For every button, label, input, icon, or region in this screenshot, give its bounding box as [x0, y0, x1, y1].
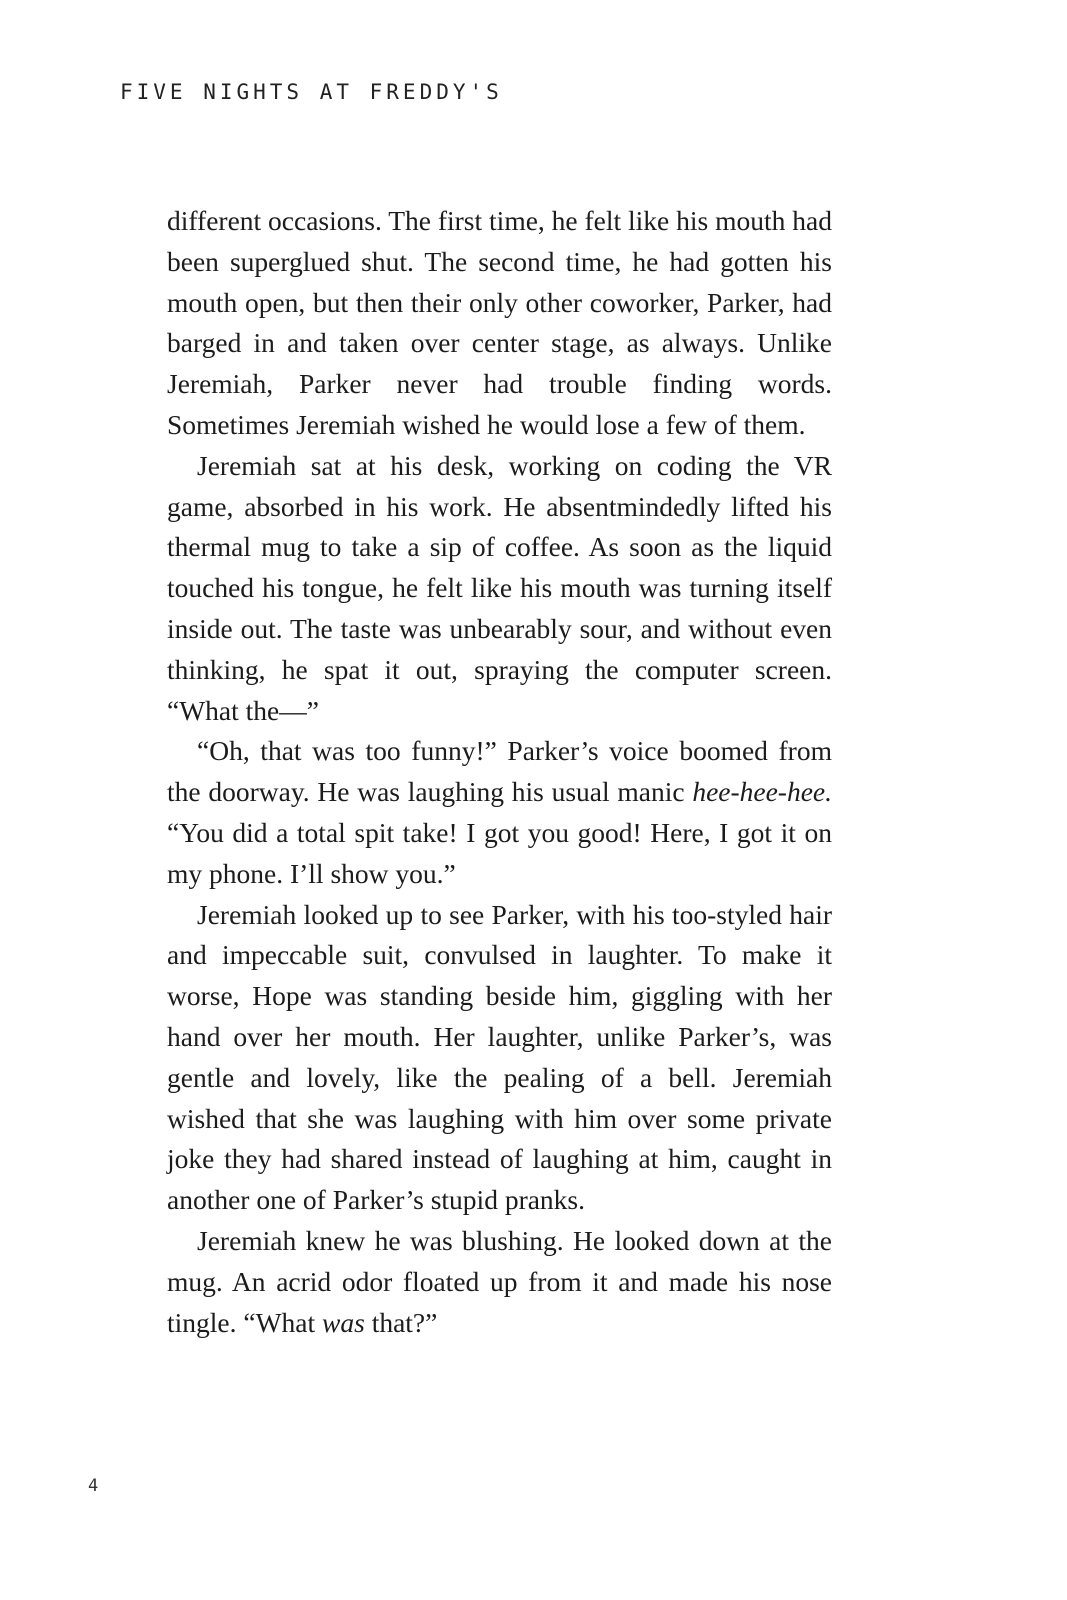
body-text: [167, 201, 832, 1343]
paragraph: [167, 731, 832, 894]
paragraph-text: “You did a total spit take! I got you good! Here, I got it on my phone. I’ll show you.”: [167, 816, 832, 889]
paragraph-text: Jeremiah knew he was blushing. He looked down at the mug. An acrid odor floated up from it and made his nose tingle. “What: [167, 1224, 832, 1338]
paragraph-text: “Oh, that was too funny!” Parker’s voice boomed from the doorway. He was laughing his usual manic: [167, 735, 832, 808]
paragraph: [167, 1221, 832, 1343]
paragraph: Jeremiah looked up to see Parker, with his too-styled hair and impeccable suit, convulsed in laughter. To make it worse, Hope was standing beside him, giggling with her hand over her mouth. Her laughter, unlike Parker’s, was gentle and lovely, like the pealing of a bell. Jeremiah wished that she was laughing with him over some private joke they had shared instead of laughing at him, caught in another one of Parker’s stupid pranks.: [167, 898, 832, 1216]
italic-text: hee-hee-hee.: [692, 776, 832, 808]
paragraph-text: that?”: [364, 1306, 438, 1338]
running-head: FIVE NIGHTS AT FREDDY'S: [120, 80, 503, 104]
paragraph: Jeremiah sat at his desk, working on coding the VR game, absorbed in his work. He absentmindedly lifted his thermal mug to take a sip of coffee. As soon as the liquid touched his tongue, he felt like his mouth was turning itself inside out. The taste was unbearably sour, and without even thinking, he spat it out, spraying the computer screen. “What the—”: [167, 449, 832, 726]
paragraph: different occasions. The first time, he felt like his mouth had been superglued shut. The second time, he had gotten his mouth open, but then their only other coworker, Parker, had barged in and taken over center stage, as always. Unlike Jeremiah, Parker never had trouble finding words. Sometimes Jeremiah wished he would lose a few of them.: [167, 205, 832, 440]
page-number: 4: [88, 1476, 99, 1496]
italic-text: was: [322, 1306, 365, 1338]
